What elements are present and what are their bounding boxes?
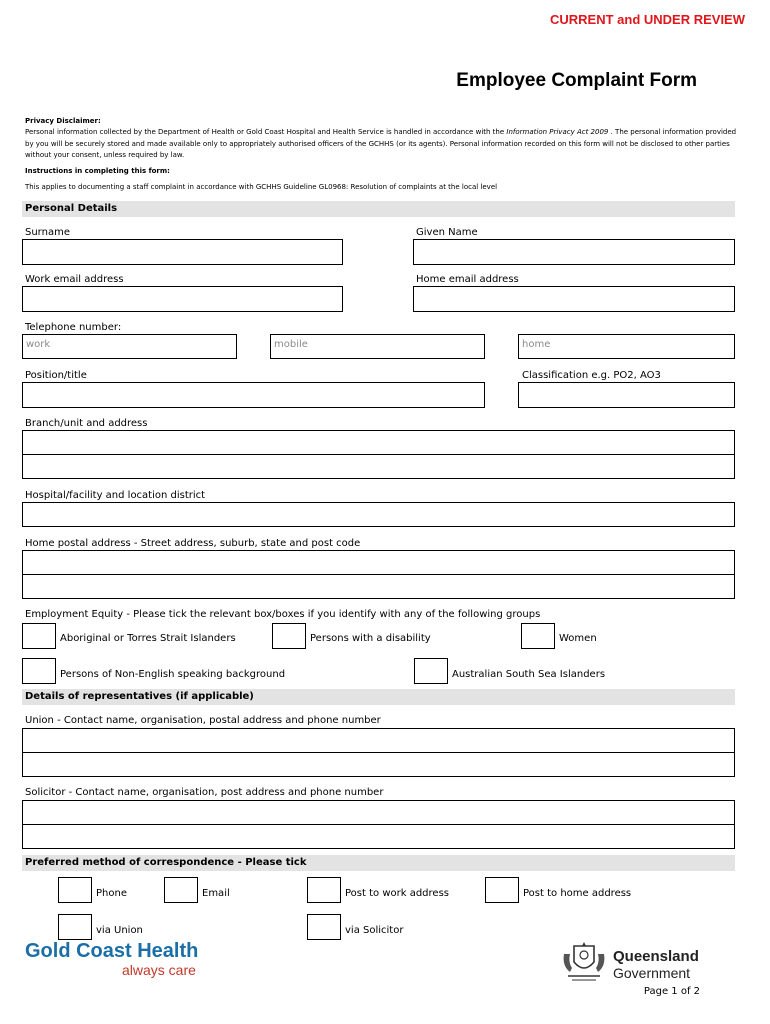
email-label: Email: [202, 888, 230, 899]
disability-checkbox[interactable]: [272, 623, 306, 649]
representatives-heading: Details of representatives (if applicable): [22, 689, 735, 705]
phone-home-input[interactable]: [518, 334, 735, 359]
via-solicitor-label: via Solicitor: [345, 925, 404, 936]
home-email-label: Home email address: [416, 274, 519, 285]
postal-input-line2[interactable]: [22, 574, 735, 599]
women-label: Women: [559, 633, 597, 644]
given-name-input[interactable]: [413, 239, 735, 265]
solicitor-input-line2[interactable]: [22, 824, 735, 849]
document-status: CURRENT and UNDER REVIEW: [549, 12, 745, 27]
government-label: Government: [613, 965, 691, 981]
solicitor-label: Solicitor - Contact name, organisation, post address and phone number: [25, 787, 384, 798]
via-union-checkbox[interactable]: [58, 914, 92, 940]
postal-label: Home postal address - Street address, suburb, state and post code: [25, 538, 361, 549]
home-address-label: Post to home address: [523, 888, 632, 899]
women-checkbox[interactable]: [521, 623, 555, 649]
phone-mobile-placeholder: mobile: [274, 339, 308, 350]
queensland-label: Queensland: [613, 948, 699, 965]
telephone-label: Telephone number:: [25, 322, 122, 333]
union-label: Union - Contact name, organisation, postal address and phone number: [25, 715, 381, 726]
via-union-label: via Union: [96, 925, 143, 936]
phone-home-placeholder: home: [522, 339, 551, 350]
privacy-heading: Privacy Disclaimer:: [25, 117, 101, 125]
work-email-label: Work email address: [25, 274, 124, 285]
logo-tagline: always care: [122, 962, 196, 978]
home-email-input[interactable]: [413, 286, 735, 312]
hospital-label: Hospital/facility and location district: [25, 490, 206, 501]
phone-checkbox[interactable]: [58, 877, 92, 903]
nesb-checkbox[interactable]: [22, 658, 56, 684]
position-input[interactable]: [22, 382, 485, 408]
given-name-label: Given Name: [416, 227, 478, 238]
privacy-text: Personal information collected by the Department of Health or Gold Coast Hospital and Health Service is handled in accordance with the Information Privacy Act 2009 . The personal information provided by you will be securely stored and made available only to appropriately authorised officers of the GCHHS (or its agents). Personal information recorded on this form will not be disclosed to other parties without your consent, unless required by law.: [25, 128, 737, 159]
nesb-label: Persons of Non-English speaking background: [60, 669, 286, 680]
classification-input[interactable]: [518, 382, 735, 408]
aboriginal-checkbox[interactable]: [22, 623, 56, 649]
page-number: Page 1 of 2: [643, 986, 700, 997]
surname-label: Surname: [25, 227, 70, 238]
home-address-checkbox[interactable]: [485, 877, 519, 903]
phone-mobile-input[interactable]: [270, 334, 485, 359]
queensland-crest-icon: [560, 940, 608, 984]
surname-input[interactable]: [22, 239, 343, 265]
union-input-line1[interactable]: [22, 728, 735, 753]
solicitor-input-line1[interactable]: [22, 800, 735, 825]
position-label: Position/title: [25, 370, 87, 381]
work-address-checkbox[interactable]: [307, 877, 341, 903]
south-sea-label: Australian South Sea Islanders: [452, 669, 606, 680]
phone-work-placeholder: work: [26, 339, 51, 350]
work-email-input[interactable]: [22, 286, 343, 312]
correspondence-heading: Preferred method of correspondence - Please tick: [22, 855, 735, 871]
form-title: Employee Complaint Form: [456, 70, 697, 91]
privacy-act: Information Privacy Act 2009: [506, 128, 609, 136]
gold-coast-health-logo: Gold Coast Health: [25, 940, 199, 962]
hospital-input[interactable]: [22, 502, 735, 527]
via-solicitor-checkbox[interactable]: [307, 914, 341, 940]
classification-label: Classification e.g. PO2, AO3: [522, 370, 661, 381]
union-input-line2[interactable]: [22, 752, 735, 777]
email-checkbox[interactable]: [164, 877, 198, 903]
disability-label: Persons with a disability: [310, 633, 431, 644]
instructions-heading: Instructions in completing this form:: [25, 167, 170, 175]
branch-input-line2[interactable]: [22, 454, 735, 479]
branch-label: Branch/unit and address: [25, 418, 148, 429]
work-address-label: Post to work address: [345, 888, 449, 899]
phone-work-input[interactable]: [22, 334, 237, 359]
personal-details-heading: Personal Details: [22, 201, 735, 217]
south-sea-checkbox[interactable]: [414, 658, 448, 684]
postal-input-line1[interactable]: [22, 550, 735, 575]
branch-input-line1[interactable]: [22, 430, 735, 455]
aboriginal-label: Aboriginal or Torres Strait Islanders: [60, 633, 236, 644]
equity-label: Employment Equity - Please tick the relevant box/boxes if you identify with any of the following groups: [25, 609, 541, 620]
phone-label: Phone: [96, 888, 127, 899]
instructions-text: This applies to documenting a staff complaint in accordance with GCHHS Guideline GL0968: Resolution of complaints at the local level: [25, 183, 498, 191]
